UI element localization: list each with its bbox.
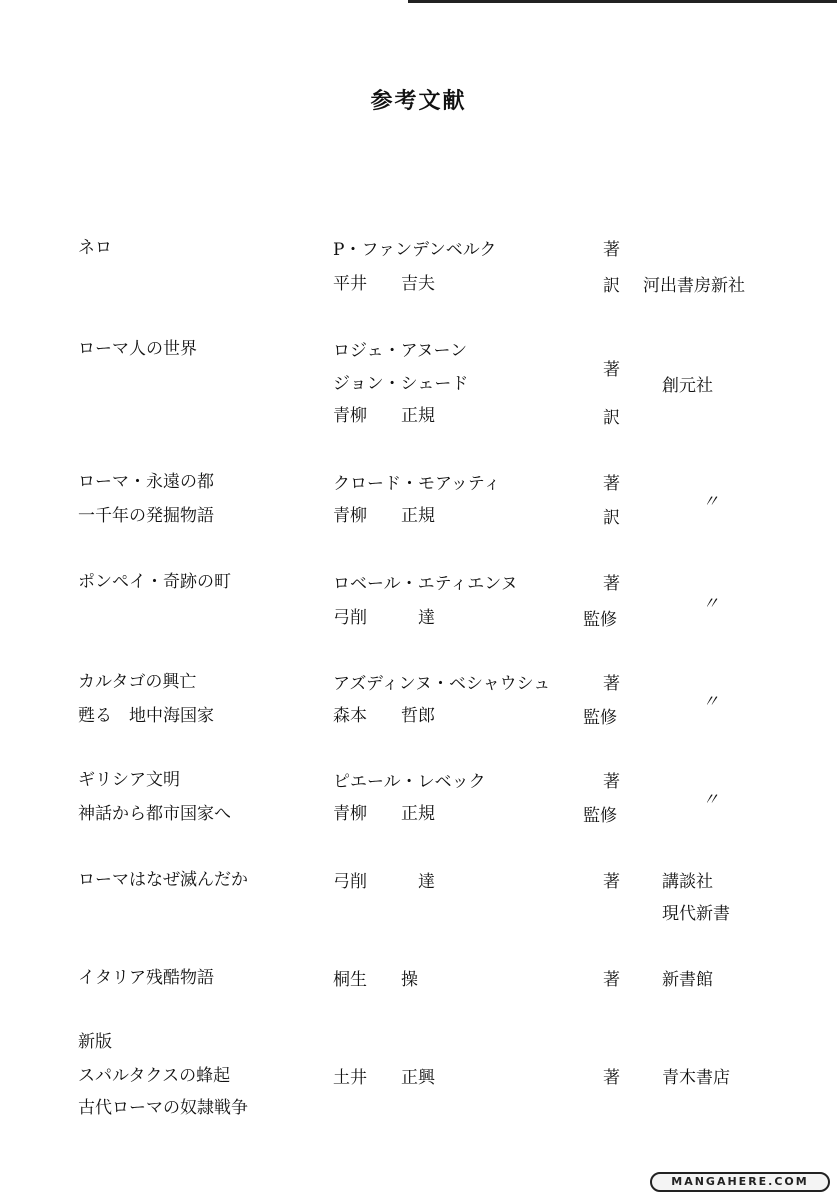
entry-title: 神話から都市国家へ	[78, 804, 231, 824]
entry-role: 著	[603, 360, 620, 380]
entry-role: 著	[603, 474, 620, 494]
entry-author: クロード・モアッティ	[333, 474, 501, 494]
entry-title: 一千年の発掘物語	[78, 506, 214, 526]
entry-title: スパルタクスの蜂起	[78, 1066, 231, 1086]
top-rule	[408, 0, 837, 3]
ditto-mark: 〃	[702, 492, 719, 512]
entry-author: 平井 吉夫	[333, 274, 435, 294]
entry-author: 弓削 達	[333, 872, 435, 892]
entry-role: 訳	[603, 276, 620, 296]
watermark-logo: MANGAHERE.COM	[650, 1172, 830, 1192]
entry-role: 監修	[583, 806, 617, 826]
entry-role: 著	[603, 240, 620, 260]
entry-role: 著	[603, 1068, 620, 1088]
ditto-mark: 〃	[702, 790, 719, 810]
entry-author: 青柳 正規	[333, 406, 435, 426]
entry-title: ローマはなぜ滅んだか	[78, 870, 248, 890]
entry-title: カルタゴの興亡	[78, 672, 197, 692]
entry-author: ロジェ・アヌーン	[333, 341, 468, 361]
entry-author: 桐生 操	[333, 970, 418, 990]
entry-title: 甦る 地中海国家	[78, 706, 214, 726]
entry-author: 青柳 正規	[333, 804, 435, 824]
entry-title: イタリア残酷物語	[78, 968, 214, 988]
entry-role: 訳	[603, 508, 620, 528]
entry-author: ジョン・シェード	[333, 374, 469, 394]
entry-title: ギリシア文明	[78, 770, 180, 790]
entry-publisher: 河出書房新社	[643, 276, 745, 296]
entry-author: 森本 哲郎	[333, 706, 435, 726]
entry-author: ピエール・レベック	[333, 772, 486, 792]
entry-role: 著	[603, 574, 620, 594]
entry-author: 土井 正興	[333, 1068, 435, 1088]
ditto-mark: 〃	[702, 692, 719, 712]
entry-author: 青柳 正規	[333, 506, 435, 526]
entry-role: 監修	[583, 610, 617, 630]
entry-role: 著	[603, 772, 620, 792]
entry-author: P・ファンデンベルク	[333, 240, 497, 260]
entry-title: ポンペイ・奇跡の町	[78, 572, 231, 592]
entry-publisher: 新書館	[662, 970, 713, 990]
entry-role: 訳	[603, 408, 620, 428]
entry-publisher: 青木書店	[662, 1068, 730, 1088]
entry-title: 新版	[78, 1032, 112, 1052]
entry-title: ローマ人の世界	[78, 339, 197, 359]
entry-title: ネロ	[78, 238, 112, 258]
page-title: 参考文献	[370, 88, 467, 114]
entry-title: ローマ・永遠の都	[78, 472, 214, 492]
entry-role: 監修	[583, 708, 617, 728]
entry-role: 著	[603, 872, 620, 892]
ditto-mark: 〃	[702, 594, 719, 614]
entry-author: ロベール・エティエンヌ	[333, 574, 518, 594]
entry-title: 古代ローマの奴隷戦争	[78, 1098, 248, 1118]
entry-publisher: 創元社	[662, 376, 713, 396]
entry-publisher: 現代新書	[662, 904, 730, 924]
entry-role: 著	[603, 970, 620, 990]
entry-author: アズディンヌ・ベシャウシュ	[333, 674, 551, 694]
entry-publisher: 講談社	[662, 872, 713, 892]
entry-author: 弓削 達	[333, 608, 435, 628]
entry-role: 著	[603, 674, 620, 694]
